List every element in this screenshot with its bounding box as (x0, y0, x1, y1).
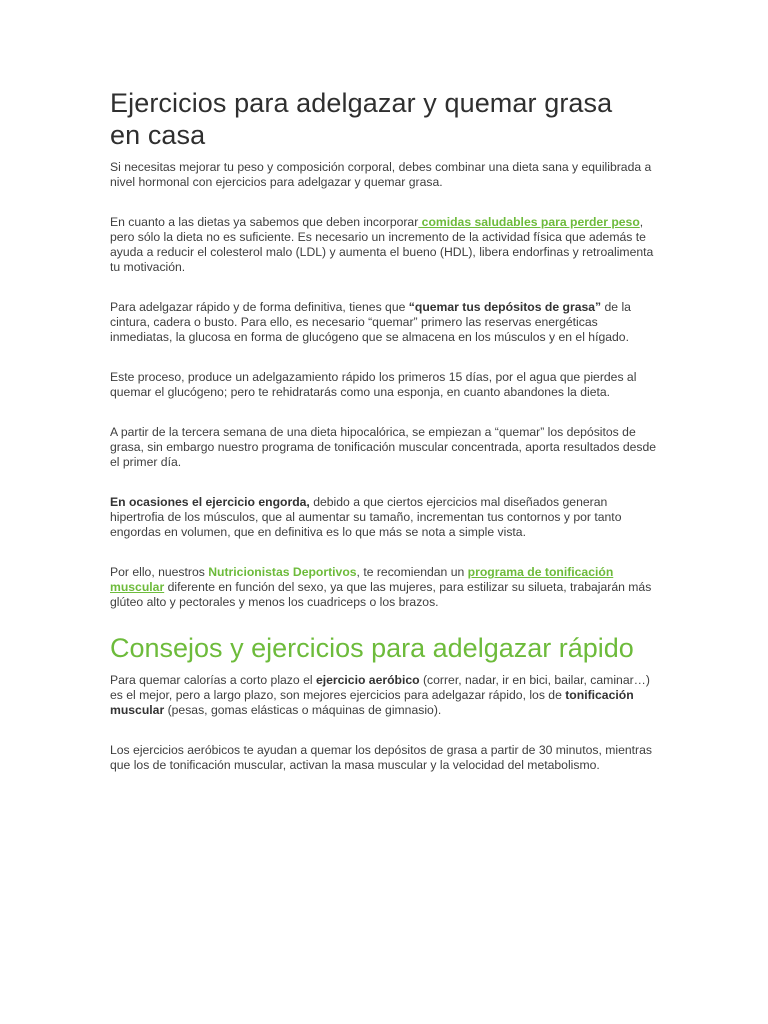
paragraph-aerobic (110, 673, 662, 718)
paragraph-aerobic-benefits: Los ejercicios aeróbicos te ayudan a quemar los depósitos de grasa a partir de 30 minutos, mientras que los de tonificación muscular, activan la masa muscular y la velocidad del metabolismo. (110, 743, 652, 772)
paragraph-process: Este proceso, produce un adelgazamiento rápido los primeros 15 días, por el agua que pierdes al quemar el glucógeno; pero te rehidratarás como una esponja, en cuanto abandones la dieta. (110, 370, 637, 399)
paragraph-diets (110, 215, 662, 275)
paragraph-text: (correr, nadar, ir en bici, bailar, caminar…) es el mejor, pero a largo plazo, son mejores ejercicios para adelgazar rápido, los de (110, 673, 650, 702)
page-title: Ejercicios para adelgazar y quemar grasa en casa (110, 88, 613, 150)
paragraph-text: En cuanto a las dietas ya sabemos que deben incorporar (110, 215, 419, 229)
paragraph-nutritionists (110, 565, 662, 610)
paragraph-text: (pesas, gomas elásticas o máquinas de gimnasio). (164, 703, 442, 717)
bold-text: ejercicio aeróbico (315, 673, 420, 687)
paragraph-text: Para adelgazar rápido y de forma definitiva, tienes que (110, 300, 409, 314)
paragraph-text: , pero sólo la dieta no es suficiente. Es necesario un incremento de la actividad física que además te ayuda a reducir el colesterol malo (LDL) y aumenta el bueno (HDL), libera endorfinas y retroalimenta tu motivación. (110, 215, 654, 274)
paragraph-burn-fat (110, 300, 662, 345)
paragraph-text: Por ello, nuestros (110, 565, 209, 579)
paragraph-third-week: A partir de la tercera semana de una dieta hipocalórica, se empiezan a “quemar” los depósitos de grasa, sin embargo nuestro programa de tonificación muscular concentrada, aporta resultados desde el primer día. (110, 425, 657, 469)
bold-text: tonificación muscular (110, 688, 634, 717)
section-title: Consejos y ejercicios para adelgazar rápido (110, 633, 634, 663)
paragraph-text: , te recomiendan un (356, 565, 468, 579)
bold-text: “quemar tus depósitos de grasa” (408, 300, 602, 314)
paragraph-exercise-fattens (110, 495, 662, 540)
paragraph-text: debido a que ciertos ejercicios mal diseñados generan hipertrofia de los músculos, que al aumentar su tamaño, incrementan tus contornos y por tanto engordas en volumen, que en definitiva es lo que más se nota a simple vista. (110, 495, 622, 539)
bold-text: En ocasiones el ejercicio engorda, (110, 495, 310, 509)
paragraph-text: diferente en función del sexo, ya que las mujeres, para estilizar su silueta, trabajarán más glúteo alto y pectorales y menos los cuadriceps o los brazos. (110, 580, 652, 609)
paragraph-text: Para quemar calorías a corto plazo el (110, 673, 316, 687)
toning-program-link[interactable]: programa de tonificación muscular (110, 565, 614, 594)
intro-paragraph: Si necesitas mejorar tu peso y composición corporal, debes combinar una dieta sana y equilibrada a nivel hormonal con ejercicios para adelgazar y quemar grasa. (110, 160, 652, 189)
healthy-foods-link[interactable]: comidas saludables para perder peso (418, 215, 640, 229)
highlight-text: Nutricionistas Deportivos (208, 565, 357, 579)
paragraph-text: de la cintura, cadera o busto. Para ello, es necesario “quemar” primero las reservas energéticas inmediatas, la glucosa en forma de glucógeno que se almacena en los músculos y en el hígado. (110, 300, 631, 344)
